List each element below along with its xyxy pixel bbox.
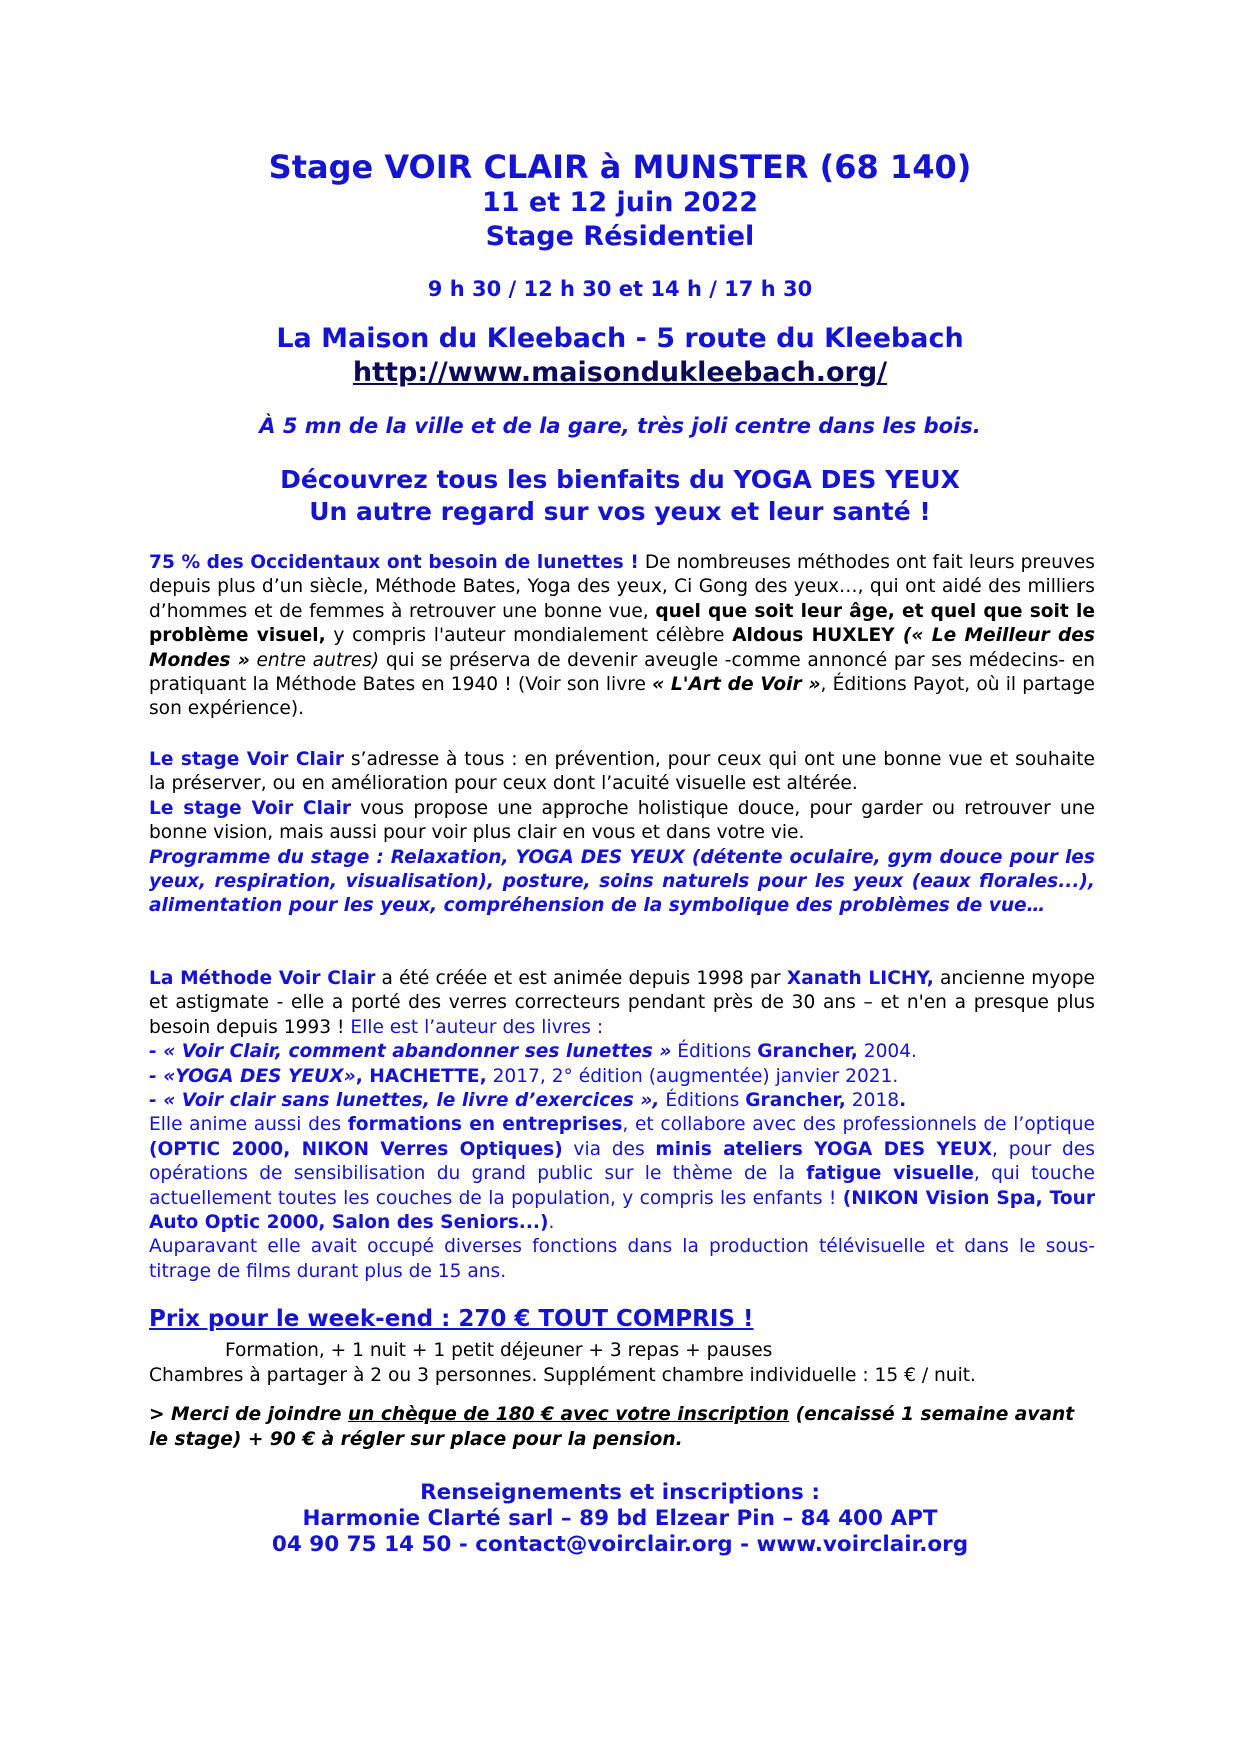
programme-text: Programme du stage : Relaxation, YOGA DES YEUX (détente oculaire, gym douce pour les yeux, respiration, visualisation), posture, soins naturels pour les yeux (eaux florales...), alimentation pour les yeux, compréhension de la symbolique des problèmes de vue… xyxy=(149,846,1095,917)
contact-heading: Renseignements et inscriptions : xyxy=(420,1480,820,1505)
venue-link[interactable]: http://www.maisondukleebach.org/ xyxy=(352,357,888,388)
event-kind: Stage Résidentiel xyxy=(485,221,755,252)
book-title: - « Voir clair sans lunettes, le livre d’exercices », xyxy=(149,1090,660,1112)
book-year: 2018 xyxy=(845,1090,900,1112)
method-text: . xyxy=(548,1212,555,1234)
author-name: Aldous HUXLEY xyxy=(732,625,895,647)
intro-text: qui se préserva de devenir aveugle -comme annoncé par ses médecins- en pratiquant la Méthode Bates en 1940 ! (Voir son livre xyxy=(149,649,1095,696)
method-name: La Méthode Voir Clair xyxy=(149,968,376,989)
book-publisher: , HACHETTE, xyxy=(355,1065,487,1087)
stage-paragraph xyxy=(149,748,1095,919)
method-text: a été créée et est animée depuis 1998 par xyxy=(375,968,787,989)
discover-subheading: Un autre regard sur vos yeux et leur santé ! xyxy=(309,497,931,526)
book-year: 2017, 2° édition (augmentée) janvier 2021. xyxy=(486,1065,899,1087)
payment-note-text: (encaissé 1 semaine avant le stage) + 90 € à régler sur place pour la pension. xyxy=(149,1404,1075,1450)
method-emphasis: minis ateliers YOGA DES YEUX xyxy=(655,1138,993,1160)
intro-text: De nombreuses méthodes ont fait leurs preuves depuis plus d’un siècle, Méthode Bates, Yoga des yeux, Ci Gong des yeux…, qui ont aidé des milliers d’hommes et de femmes à retrouver une bonne vue, xyxy=(149,552,1095,622)
event-hours: 9 h 30 / 12 h 30 et 14 h / 17 h 30 xyxy=(427,277,813,301)
book-title: « L'Art de Voir » xyxy=(652,674,821,696)
price-heading: Prix pour le week-end : 270 € TOUT COMPRIS ! xyxy=(149,1306,754,1332)
intro-paragraph xyxy=(149,551,1095,722)
payment-note xyxy=(149,1403,1099,1452)
book-edition: Éditions xyxy=(671,1041,758,1063)
book-year: 2004. xyxy=(857,1041,917,1063)
book-year: . xyxy=(899,1090,907,1112)
method-text: via des xyxy=(562,1138,656,1160)
intro-text: , Éditions Payot, où il partage son expérience). xyxy=(149,674,1096,720)
contact-address: Harmonie Clarté sarl – 89 bd Elzear Pin – 84 400 APT xyxy=(302,1506,938,1531)
venue-address: La Maison du Kleebach - 5 route du Kleebach xyxy=(276,323,964,354)
method-text: Auparavant elle avait occupé diverses fonctions dans la production télévisuelle et dans le sous-titrage de films durant plus de 15 ans. xyxy=(149,1236,1095,1282)
method-text: , et collabore avec des professionnels de l’optique xyxy=(622,1114,1095,1136)
method-paragraph xyxy=(149,967,1095,1284)
method-text: ancienne myope et astigmate - elle a porté des verres correcteurs pendant près de 30 ans – et n'en a presque plus besoin depuis 1993 ! xyxy=(149,968,1095,1038)
book-title: - «YOGA DES YEUX» xyxy=(149,1065,356,1087)
method-emphasis: (OPTIC 2000, NIKON Verres Optiques) xyxy=(149,1138,563,1160)
method-text: , pour des opérations de sensibilisation du grand public sur le thème de la xyxy=(149,1138,1095,1185)
method-emphasis: formations en entreprises xyxy=(347,1114,623,1136)
method-emphasis: fatigue visuelle xyxy=(806,1163,974,1185)
intro-emphasis: quel que soit leur âge, et quel que soit le problème visuel, xyxy=(149,600,1095,647)
intro-text: y compris l'auteur mondialement célèbre xyxy=(325,625,733,647)
method-text: Elle anime aussi des xyxy=(149,1114,348,1136)
method-emphasis: (NIKON Vision Spa, Tour Auto Optic 2000, Salon des Seniors...) xyxy=(149,1187,1095,1234)
stage-text: s’adresse à tous : en prévention, pour ceux qui ont une bonne vue et souhaite la préserver, ou en amélioration pour ceux dont l’acuité visuelle est altérée. xyxy=(149,749,1095,795)
book-title: (« Le Meilleur des Mondes » xyxy=(149,625,1095,671)
intro-lead: 75 % des Occidentaux ont besoin de lunettes ! xyxy=(149,552,639,573)
payment-note-underlined: un chèque de 180 € avec votre inscription xyxy=(347,1404,790,1425)
method-text: Elle est l’auteur des livres : xyxy=(350,1016,604,1038)
contact-line: 04 90 75 14 50 - contact@voirclair.org - www.voirclair.org xyxy=(271,1532,969,1557)
intro-text: entre autres) xyxy=(249,649,380,671)
stage-text: vous propose une approche holistique douce, pour garder ou retrouver une bonne vision, mais aussi pour voir plus clair en vous et dans votre vie. xyxy=(149,797,1095,844)
price-includes: Formation, + 1 nuit + 1 petit déjeuner + 3 repas + pauses xyxy=(225,1340,773,1361)
event-date: 11 et 12 juin 2022 xyxy=(481,187,759,218)
discover-heading: Découvrez tous les bienfaits du YOGA DES YEUX xyxy=(280,465,960,494)
founder-name: Xanath LICHY, xyxy=(786,968,934,989)
stage-name: Le stage Voir Clair xyxy=(149,749,344,770)
payment-note-text: > Merci de joindre xyxy=(149,1404,348,1425)
method-text: , qui touche actuellement toutes les couches de la population, y compris les enfants ! xyxy=(149,1163,1095,1209)
venue-tagline: À 5 mn de la ville et de la gare, très joli centre dans les bois. xyxy=(259,414,981,438)
book-publisher: Grancher, xyxy=(757,1041,858,1063)
page-title: Stage VOIR CLAIR à MUNSTER (68 140) xyxy=(268,148,972,186)
book-publisher: Grancher, xyxy=(745,1090,846,1112)
stage-name: Le stage Voir Clair xyxy=(149,797,352,819)
book-title: - « Voir Clair, comment abandonner ses lunettes » xyxy=(149,1041,672,1063)
book-edition: Éditions xyxy=(659,1090,746,1112)
room-info: Chambres à partager à 2 ou 3 personnes. Supplément chambre individuelle : 15 € / nuit. xyxy=(149,1365,976,1386)
